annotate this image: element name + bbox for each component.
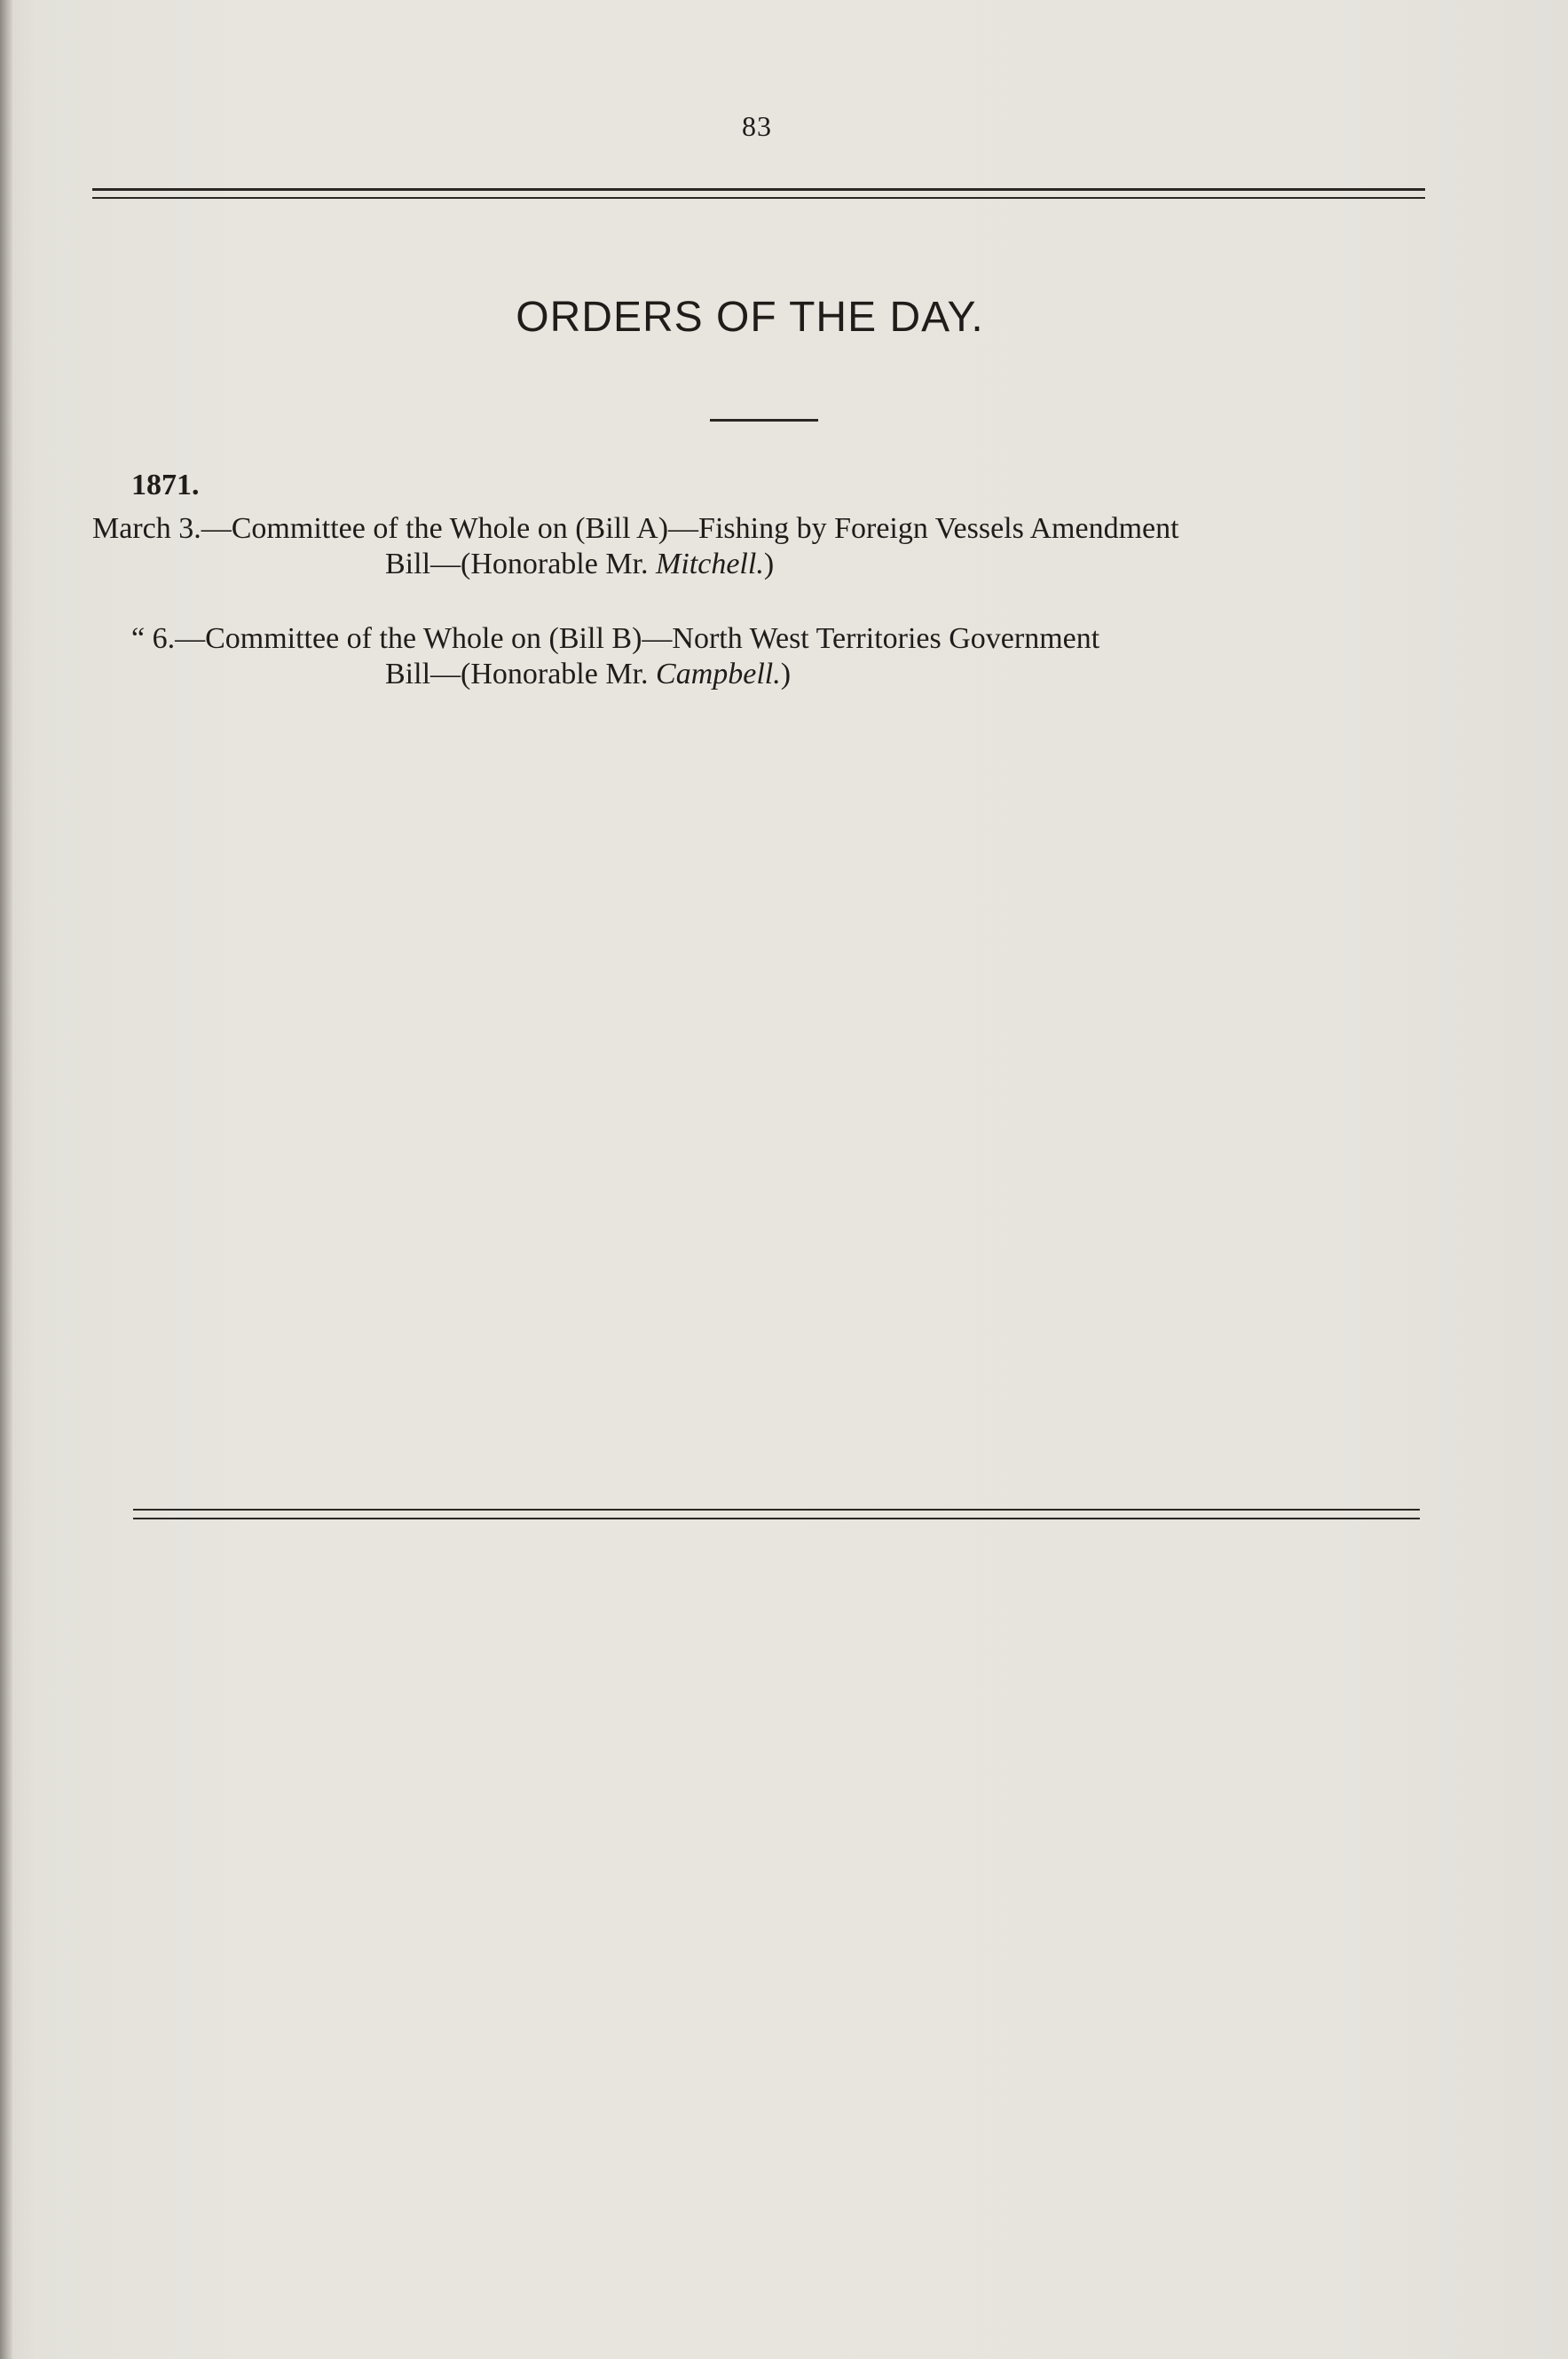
order-second-line: Bill—(Honorable Mr. Campbell.) <box>385 658 792 690</box>
member-name: Campbell. <box>656 658 781 690</box>
member-name: Mitchell. <box>656 548 764 580</box>
bottom-double-rule <box>133 1509 1420 1519</box>
order-date-text: March 3.—Committee of the Whole on (Bill A)—Fishing by Foreign Vessels Amendment <box>92 512 1179 545</box>
year-label: 1871. <box>131 469 200 501</box>
order-item <box>92 511 1437 582</box>
order-second-line: Bill—(Honorable Mr. Mitchell.) <box>385 548 775 580</box>
order-first-line <box>92 621 1437 657</box>
heading-divider <box>710 419 818 422</box>
order-item <box>92 621 1437 692</box>
order-first-line <box>92 511 1437 547</box>
page-number: 83 <box>742 110 772 142</box>
binding-edge <box>0 0 12 2359</box>
order-date-text: “ 6.—Committee of the Whole on (Bill B)—North West Territories Government <box>131 622 1100 655</box>
top-double-rule <box>92 188 1425 199</box>
page-heading: ORDERS OF THE DAY. <box>516 294 984 341</box>
